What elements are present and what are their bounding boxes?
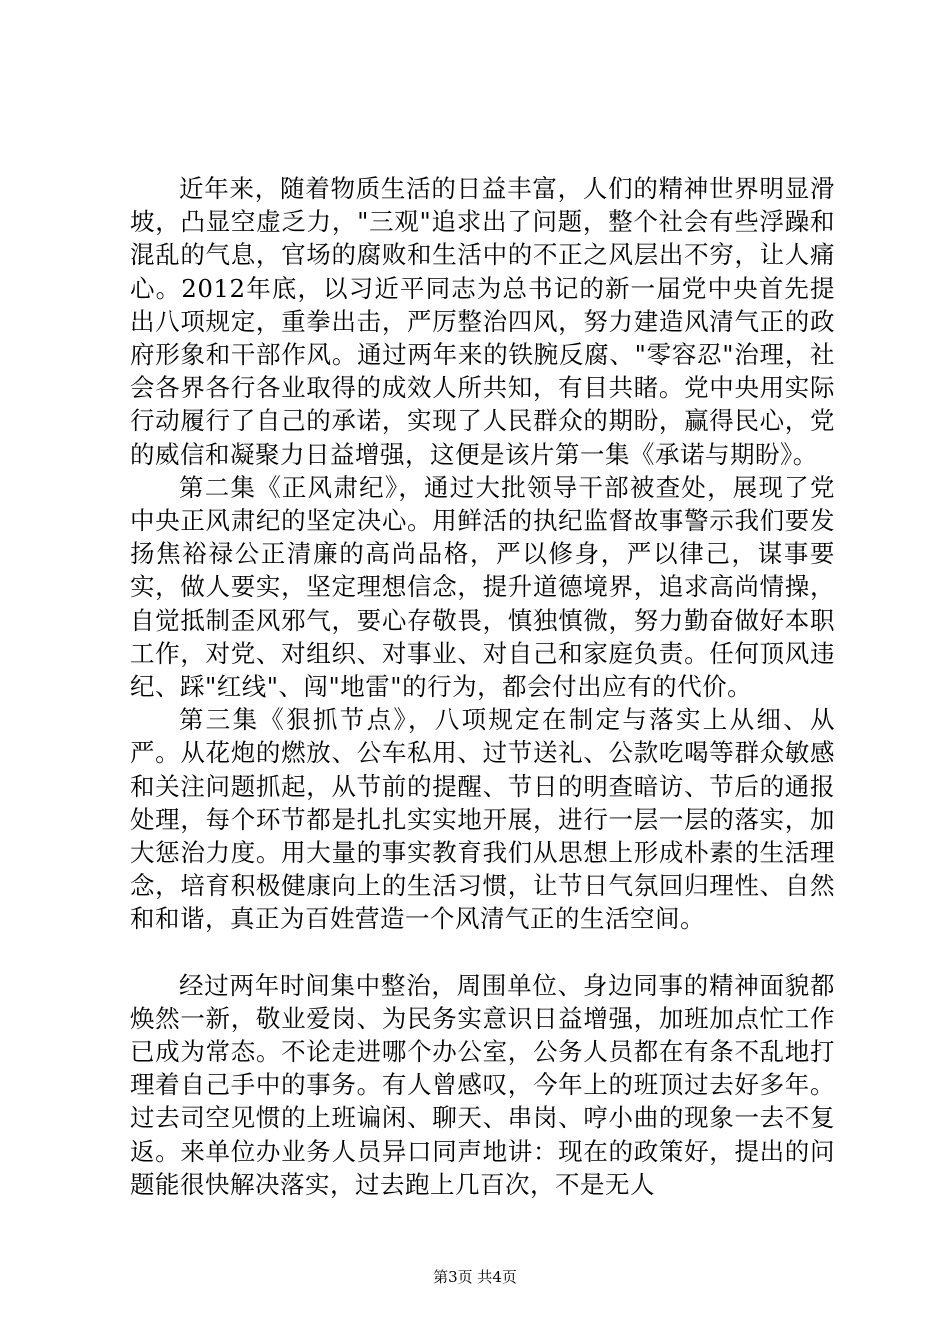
paragraph-3: 第三集《狠抓节点》，八项规定在制定与落实上从细、从严。从花炮的燃放、公车私用、过节送礼、公款吃喝等群众敏感和关注问题抓起，从节前的提醒、节日的明查暗访、节后的通报处理，每个环节都是扎扎实实地开展，进行一层一层的落实，加大惩治力度。用大量的事实教育我们从思想上形成朴素的生活理念，培育积极健康向上的生活习惯，让节日气氛回归理性、自然和和谐，真正为百姓营造一个风清气正的生活空间。 [130,705,835,934]
paragraph-4: 经过两年时间集中整治，周围单位、身边同事的精神面貌都焕然一新，敬业爱岗、为民务实意识日益增强，加班加点忙工作已成为常态。不论走进哪个办公室，公务人员都在有条不乱地打理着自己手中的事务。有人曾感叹，今年上的班顶过去好多年。过去司空见惯的上班谝闲、聊天、串岗、哼小曲的现象一去不复返。来单位办业务人员异口同声地讲：现在的政策好，提出的问题能很快解决落实，过去跑上几百次，不是无人 [130,970,835,1199]
paragraph-spacer [130,936,835,969]
paragraph-2: 第二集《正风肃纪》，通过大批领导干部被查处，展现了党中央正风肃纪的坚定决心。用鲜活的执纪监督故事警示我们要发扬焦裕禄公正清廉的高尚品格，严以修身，严以律己，谋事要实，做人要实，坚定理想信念，提升道德境界，追求高尚情操，自觉抵制歪风邪气，要心存敬畏，慎独慎微，努力勤奋做好本职工作，对党、对组织、对事业、对自己和家庭负责。任何顶风违纪、踩"红线"、闯"地雷"的行为，都会付出应有的代价。 [130,472,835,702]
paragraph-1: 近年来，随着物质生活的日益丰富，人们的精神世界明显滑坡，凸显空虚乏力，"三观"追求出了问题，整个社会有些浮躁和混乱的气息，官场的腐败和生活中的不正之风层出不穷，让人痛心。2012年底，以习近平同志为总书记的新一届党中央首先提出八项规定，重拳出击，严厉整治四风，努力建造风清气正的政府形象和干部作风。通过两年来的铁腕反腐、"零容忍"治理，社会各界各行各业取得的成效人所共知，有目共睹。党中央用实际行动履行了自己的承诺，实现了人民群众的期盼，赢得民心，党的威信和凝聚力日益增强，这便是该片第一集《承诺与期盼》。 [130,174,835,469]
document-body [130,172,835,1201]
page-footer: 第3页 共4页 [433,1268,517,1286]
